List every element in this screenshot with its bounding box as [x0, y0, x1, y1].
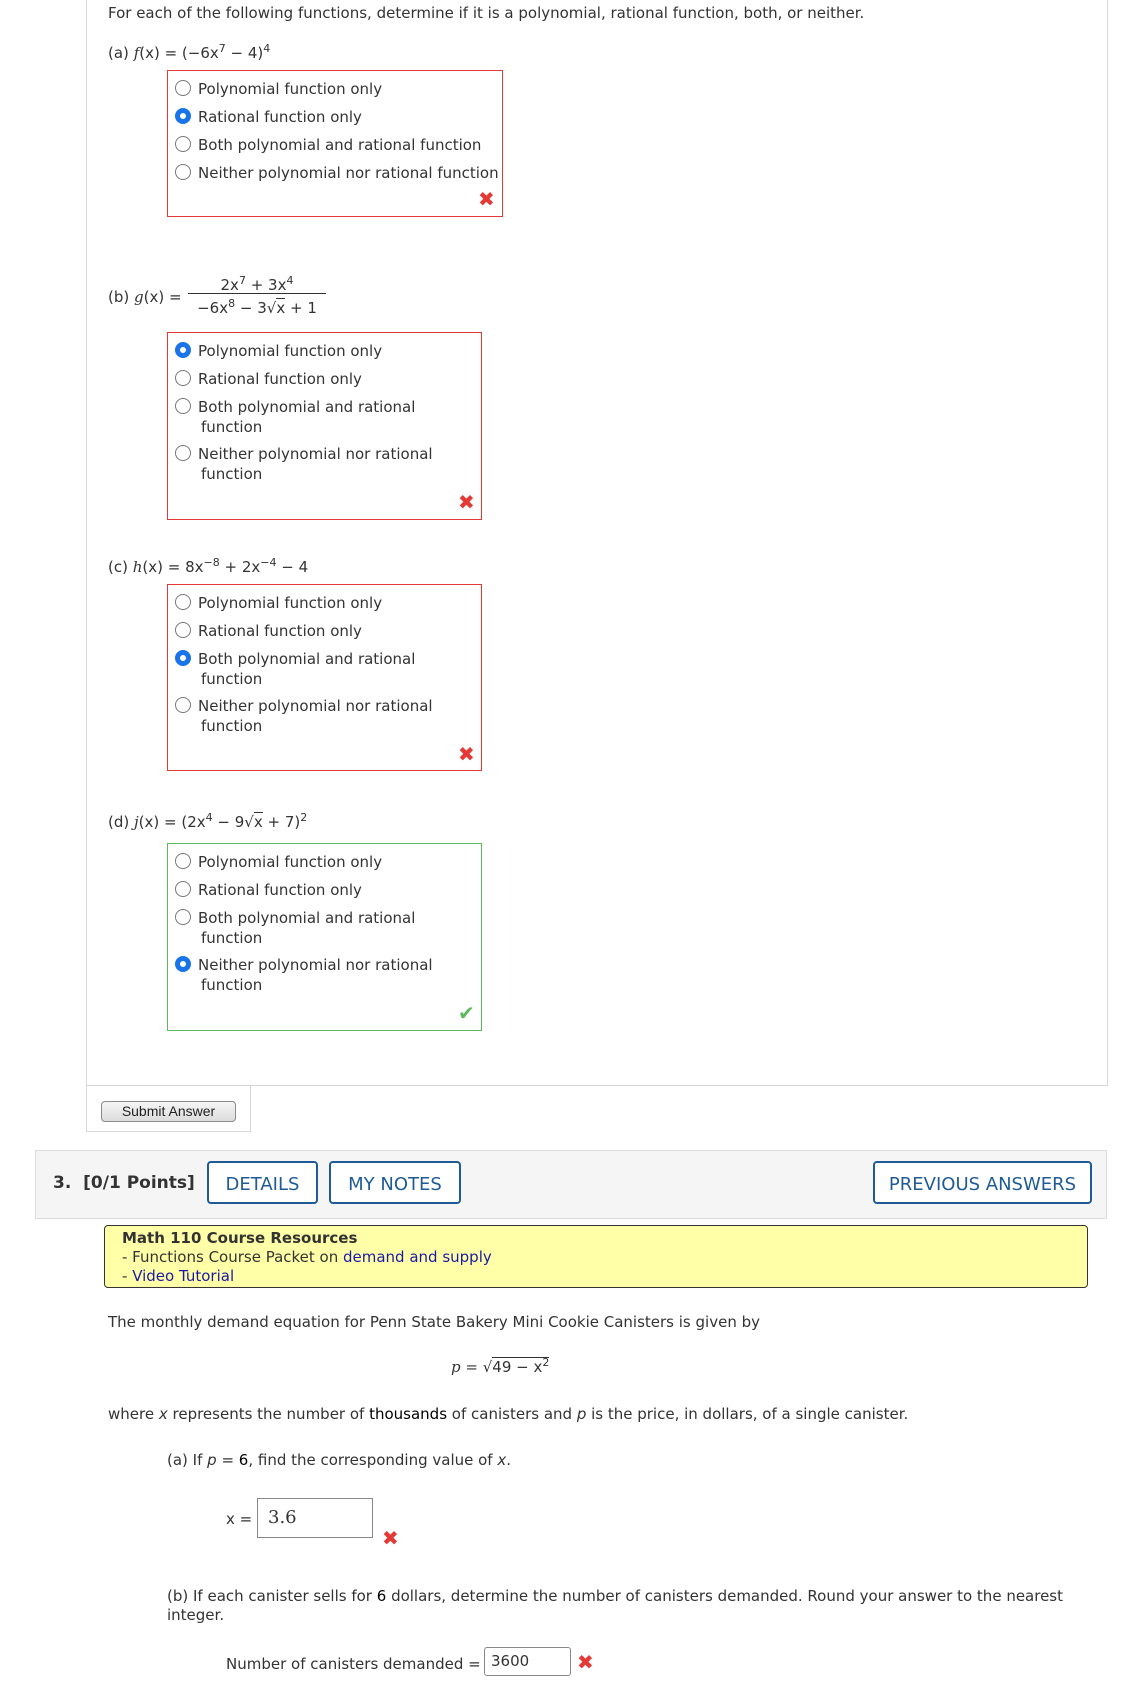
part-b-option-both[interactable]: Both polynomial and rational function [175, 397, 415, 437]
part-a-option-poly[interactable]: Polynomial function only [175, 79, 382, 99]
part-b-option-neither[interactable]: Neither polynomial nor rational function [175, 444, 433, 484]
radio-button[interactable] [175, 370, 191, 386]
part-a-input-label: x = [226, 1510, 253, 1528]
sqrt-symbol: √ [482, 1358, 493, 1376]
part-b-choices [167, 332, 482, 520]
part-c-option-poly[interactable]: Polynomial function only [175, 593, 382, 613]
radio-button[interactable] [175, 398, 191, 414]
demand-supply-link[interactable]: demand and supply [343, 1248, 492, 1266]
radio-button-selected[interactable] [175, 956, 191, 972]
submit-answer-button[interactable]: Submit Answer [101, 1101, 236, 1122]
part-c-option-neither[interactable]: Neither polynomial nor rational function [175, 696, 433, 736]
radio-button[interactable] [175, 136, 191, 152]
part-d-choices [167, 843, 482, 1031]
part-a-answer-input[interactable]: 3.6 [257, 1498, 373, 1538]
radio-button[interactable] [175, 909, 191, 925]
radio-button[interactable] [175, 881, 191, 897]
part-d-option-both[interactable]: Both polynomial and rational function [175, 908, 415, 948]
radio-button[interactable] [175, 622, 191, 638]
part-b-option-poly[interactable]: Polynomial function only [175, 341, 382, 361]
part-d-option-neither[interactable]: Neither polynomial nor rational function [175, 955, 433, 995]
part-d-option-poly[interactable]: Polynomial function only [175, 852, 382, 872]
part-a-option-rational[interactable]: Rational function only [175, 107, 362, 127]
radio-button[interactable] [175, 80, 191, 96]
problem-statement: The monthly demand equation for Penn State Bakery Mini Cookie Canisters is given by [108, 1313, 760, 1331]
part-c-option-both[interactable]: Both polynomial and rational function [175, 649, 415, 689]
part-b-prompt: (b) If each canister sells for 6 dollars, determine the number of canisters demanded. Round your answer to the nearest integer. [167, 1587, 1064, 1624]
part-b-option-rational[interactable]: Rational function only [175, 369, 362, 389]
radio-button-selected[interactable] [175, 650, 191, 666]
sqrt-symbol: √ [266, 299, 277, 317]
part-a-option-both[interactable]: Both polynomial and rational function [175, 135, 481, 155]
part-b-label: (b) g(x) = [108, 288, 182, 306]
radio-button[interactable] [175, 594, 191, 610]
question-3-number: 3. [0/1 Points] [53, 1173, 195, 1193]
correct-check-icon: ✔ [458, 1001, 475, 1025]
part-a-expression: (a) $f(x) = (-6x^7 - 4)^4$ [108, 42, 271, 62]
part-b-answer-input[interactable]: 3600 [484, 1647, 571, 1676]
resources-title: Math 110 Course Resources [122, 1229, 358, 1247]
sqrt-symbol: √ [244, 813, 254, 831]
part-a-prompt: (a) If p = 6, find the corresponding value of x. [167, 1451, 512, 1469]
demand-equation: $p = √49 - x^2$ [451, 1356, 550, 1376]
incorrect-icon: ✖ [458, 490, 475, 514]
part-d-option-rational[interactable]: Rational function only [175, 880, 362, 900]
where-sentence: where x represents the number of thousands of canisters and p is the price, in dollars, of a single canister. [108, 1405, 909, 1423]
radio-button[interactable] [175, 164, 191, 180]
resources-line-1: - Functions Course Packet on demand and supply [122, 1248, 492, 1266]
incorrect-icon: ✖ [458, 742, 475, 766]
details-button[interactable]: DETAILS [207, 1161, 318, 1204]
my-notes-button[interactable]: MY NOTES [329, 1161, 461, 1204]
previous-answers-button[interactable]: PREVIOUS ANSWERS [873, 1161, 1092, 1204]
part-c-choices [167, 584, 482, 771]
radio-button-selected[interactable] [175, 342, 191, 358]
incorrect-icon: ✖ [577, 1650, 594, 1674]
incorrect-icon: ✖ [478, 187, 495, 211]
question-intro: For each of the following functions, determine if it is a polynomial, rational function, both, or neither. [108, 4, 865, 22]
part-b-input-label: Number of canisters demanded = [226, 1655, 481, 1673]
part-d-expression: (d) $j(x) = (2x^4 - 9√x + 7)^2$ [108, 811, 308, 831]
radio-button[interactable] [175, 445, 191, 461]
incorrect-icon: ✖ [382, 1526, 399, 1550]
radio-button[interactable] [175, 697, 191, 713]
course-resources-box [104, 1225, 1088, 1288]
part-a-choices [167, 70, 503, 217]
resources-line-2: - Video Tutorial [122, 1267, 235, 1285]
part-c-option-rational[interactable]: Rational function only [175, 621, 362, 641]
video-tutorial-link[interactable]: Video Tutorial [132, 1267, 235, 1285]
part-b-denominator: $-6x^8 - 3√x + 1$ [197, 297, 317, 317]
part-b-numerator: $2x^7 + 3x^4$ [188, 274, 326, 294]
radio-button[interactable] [175, 853, 191, 869]
radio-button-selected[interactable] [175, 108, 191, 124]
part-c-expression: (c) $h(x) = 8x^{-8} + 2x^{-4} - 4$ [108, 556, 309, 576]
part-a-option-neither[interactable]: Neither polynomial nor rational function [175, 163, 499, 183]
